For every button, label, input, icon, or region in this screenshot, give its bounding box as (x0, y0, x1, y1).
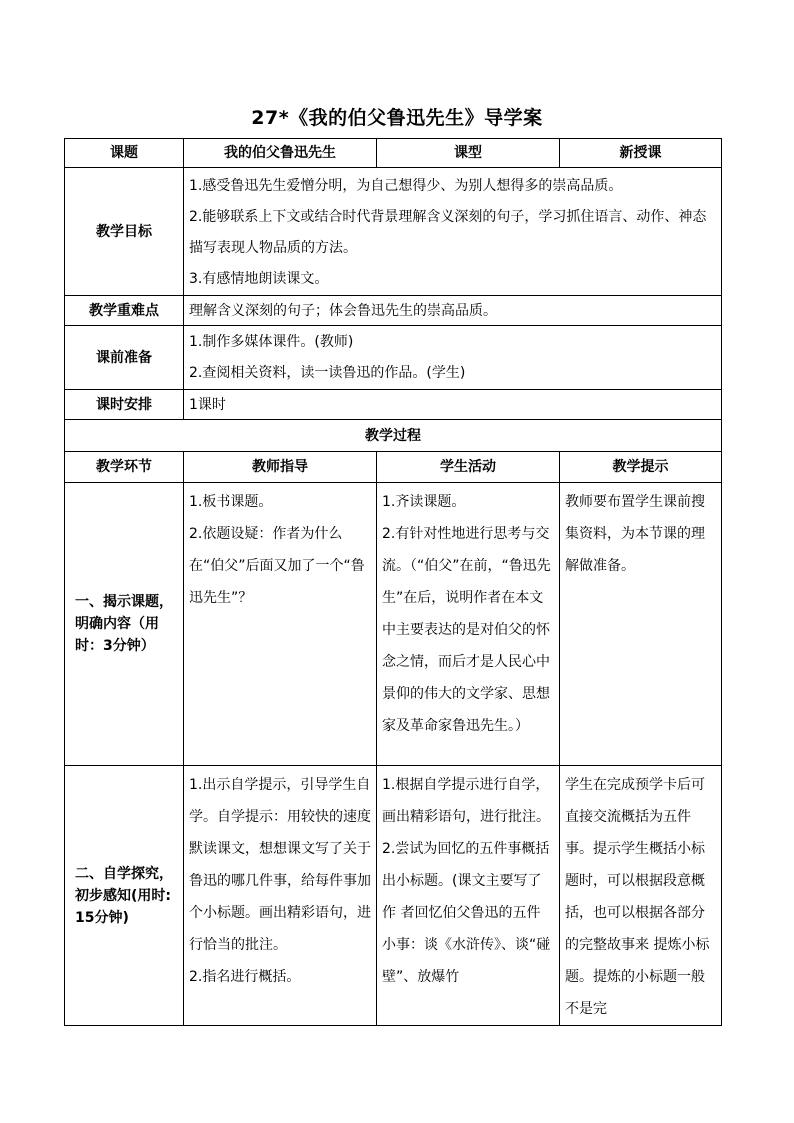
student-step: 2.尝试为回忆的五件事概括 出小标题。(课文主要写了作 者回忆伯父鲁迅的五件小事：谈《水浒传》、谈“碰壁”、放爆竹 (382, 841, 551, 985)
stage-name: 二、自学探究， 初步感知(用时: 15分钟) (65, 766, 184, 1026)
column-header-hint: 教学提示 (560, 452, 722, 483)
stage-row (65, 766, 722, 1026)
topic-row (65, 139, 722, 168)
teacher-step: 1.出示自学提示，引导学生自学。自学提示：用较快的速度默读课文，想想课文写了关于鲁迅的哪几件事，给每件事加个小标题。画出精彩语句，进行恰当的批注。 (189, 777, 371, 953)
schedule-label: 课时安排 (65, 390, 184, 420)
schedule-row (65, 390, 722, 420)
teacher-step: 2.指名进行概括。 (189, 969, 301, 985)
student-step: 1.根据自学提示进行自学，画出精彩语句，进行批注。 (382, 777, 550, 825)
goals-label: 教学目标 (65, 168, 184, 296)
prep-row (65, 326, 722, 390)
lesson-type-value: 新授课 (560, 139, 722, 168)
teacher-step: 2.依题设疑：作者为什么在“伯父”后面又加了一个“鲁迅先生”？ (189, 526, 365, 606)
stage-row (65, 483, 722, 766)
column-header-student: 学生活动 (377, 452, 560, 483)
goal-item: 3.有感情地朗读课文。 (189, 271, 329, 287)
process-header-row (65, 420, 722, 452)
topic-value: 我的伯父鲁迅先生 (184, 139, 377, 168)
process-header: 教学过程 (65, 420, 722, 452)
prep-content (184, 326, 722, 390)
student-step: 2.有针对性地进行思考与交流。（“伯父”在前，“鲁迅先生”在后，说明作者在本文中主要表达的是对伯父的怀念之情，而后才是人民心中景仰的伟大的文学家、思想家及革命家鲁迅先生。） (382, 526, 551, 734)
teaching-hint: 学生在完成预学卡后可直接交流概括为五件事。提示学生概括小标题时，可以根据段意概括，也可以根据各部分的完整故事来 提炼小标题。提炼的小标题一般不是完 (560, 766, 722, 1026)
goal-item: 1.感受鲁迅先生爱憎分明，为自己想得少、为别人想得多的崇高品质。 (189, 178, 623, 194)
key-points-value: 理解含义深刻的句子；体会鲁迅先生的崇高品质。 (184, 296, 722, 326)
goals-content (184, 168, 722, 296)
student-activity (377, 483, 560, 766)
prep-item: 1.制作多媒体课件。(教师) (189, 333, 354, 350)
teaching-hint: 教师要布置学生课前搜集资料，为本节课的理解做准备。 (560, 483, 722, 766)
page-title: 27*《我的伯父鲁迅先生》导学案 (251, 107, 543, 129)
column-header-teacher: 教师指导 (184, 452, 377, 483)
prep-label: 课前准备 (65, 326, 184, 390)
schedule-value: 1课时 (184, 390, 722, 420)
lesson-plan-table (64, 138, 722, 1026)
goals-row (65, 168, 722, 296)
column-header-stage: 教学环节 (65, 452, 184, 483)
column-header-row (65, 452, 722, 483)
key-points-label: 教学重难点 (65, 296, 184, 326)
stage-name: 一、揭示课题， 明确内容（用 时：3分钟） (65, 483, 184, 766)
key-points-row (65, 296, 722, 326)
prep-item: 2.查阅相关资料，读一读鲁迅的作品。(学生) (189, 364, 466, 381)
goal-item: 2.能够联系上下文或结合时代背景理解含义深刻的句子，学习抓住语言、动作、神态描写表现人物品质的方法。 (189, 209, 707, 256)
lesson-type-label: 课型 (377, 139, 560, 168)
topic-label: 课题 (65, 139, 184, 168)
student-step: 1.齐读课题。 (382, 494, 466, 510)
teacher-step: 1.板书课题。 (189, 494, 273, 510)
teacher-guidance (184, 766, 377, 1026)
student-activity (377, 766, 560, 1026)
teacher-guidance (184, 483, 377, 766)
